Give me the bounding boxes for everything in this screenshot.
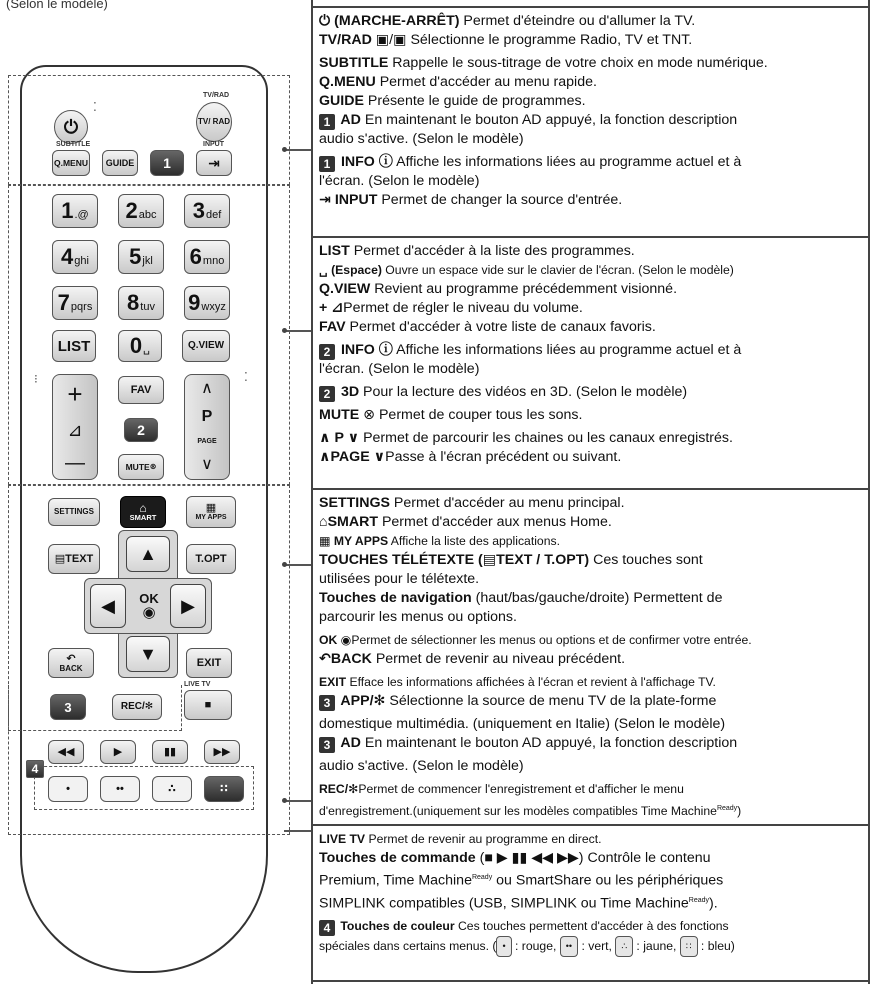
livetv-label: LIVE TV (184, 681, 211, 688)
number-key-4[interactable] (52, 240, 98, 274)
number-key-letters: wxyz (201, 301, 226, 313)
description-line (319, 589, 862, 608)
leader-dot-2 (282, 328, 287, 333)
description-line (319, 631, 862, 650)
power-button[interactable] (54, 110, 88, 144)
key-name: INFO ⓘ (337, 342, 393, 358)
key-name: AD (337, 112, 361, 128)
description-text: spéciales dans certains menus. ( (319, 939, 497, 954)
number-key-digit: 3 (192, 198, 205, 223)
description-line (319, 153, 862, 172)
description-text: Premium, (319, 872, 384, 889)
up-arrow-button[interactable]: ▲ (126, 536, 170, 572)
caption: (Selon le modèle) (6, 0, 108, 11)
info-3d-button-2[interactable]: 2 (124, 418, 158, 442)
subtitle-label: SUBTITLE (56, 141, 91, 148)
number-key-letters: pqrs (70, 301, 93, 313)
key-name: LIST (319, 243, 350, 259)
program-label: P (201, 408, 213, 426)
description-text: ⊗ Permet de couper tous les sons. (359, 407, 583, 423)
dots-indicator-left: ⁝ (34, 372, 39, 386)
home-icon: ⌂ (139, 501, 147, 516)
description-line (319, 494, 862, 513)
key-name: ▦ MY APPS (319, 534, 389, 548)
description-text: Efface les informations affichées à l'écran et revient à l'affichage TV. (346, 675, 716, 689)
description-line (319, 715, 862, 734)
number-key-8[interactable] (118, 286, 164, 320)
description-text: Affiche les informations liées au programme actuel et à (392, 154, 742, 170)
description-text: Passe à l'écran précédent ou suivant. (385, 449, 622, 465)
description-line (319, 780, 862, 799)
description-line (319, 111, 862, 130)
description-line (319, 570, 862, 589)
description-text: l'écran. (Selon le modèle) (319, 173, 480, 189)
leader-line-1 (284, 149, 312, 151)
description-text: Affiche les informations liées au programme actuel et à (392, 342, 742, 358)
list-button[interactable]: LIST (52, 330, 96, 362)
number-key-digit: 1 (61, 198, 74, 223)
description-text: : rouge, (511, 939, 560, 954)
key-name: MUTE (319, 407, 360, 423)
fav-button[interactable]: FAV (118, 376, 164, 404)
key-name: ⌂SMART (319, 514, 379, 530)
remote-region-top (8, 75, 290, 185)
key-name: SUBTITLE (319, 55, 389, 71)
description-line (319, 280, 862, 299)
number-badge: 2 (319, 344, 335, 360)
description-text: Permet d'accéder à votre liste de canaux favoris. (345, 319, 656, 335)
number-badge: 4 (319, 920, 335, 936)
key-name: ∧PAGE ∨ (319, 449, 386, 465)
key-name: ▤TEXT / T.OPT) (482, 552, 590, 568)
dots-indicator: ⁚ (93, 100, 98, 114)
rewind-icon: ◀◀ (57, 745, 75, 758)
number-key-5[interactable] (118, 240, 164, 274)
number-badge: 1 (319, 156, 335, 172)
description-text: : vert, (578, 939, 616, 954)
description-text: SIMPLINK compatibles (USB, SIMPLINK ou Time Machine (319, 895, 689, 912)
left-arrow-button[interactable]: ◀ (90, 584, 126, 628)
number-key-letters: ghi (74, 255, 89, 267)
play-button[interactable] (100, 740, 136, 764)
description-line (319, 172, 862, 191)
description-line (319, 734, 862, 753)
description-text: d'enregistrement.(uniquement sur les modèles compatibles Time Machine (319, 804, 717, 819)
blue-key-icon: ∷ (220, 782, 228, 795)
program-rocker[interactable] (184, 374, 230, 480)
text-icon: ▤ (54, 552, 66, 565)
description-text: Permet d'éteindre ou d'allumer la TV. (459, 13, 696, 29)
qmenu-button[interactable]: Q.MENU (52, 150, 90, 176)
description-line (319, 318, 862, 337)
number-key-1[interactable] (52, 194, 98, 228)
description-text: ▣/▣ Sélectionne le programme Radio, TV et TNT. (371, 32, 693, 48)
description-text: Permet de parcourir les chaines ou les canaux enregistrés. (359, 430, 733, 446)
mute-icon: ⊗ (149, 462, 157, 471)
app-ad-button-3[interactable]: 3 (50, 694, 86, 720)
description-text: Permet de sélectionner les menus ou options et de confirmer votre entrée. (351, 633, 752, 647)
description-text: Permet de régler le niveau du volume. (343, 300, 583, 316)
description-text: Revient au programme précédemment visionné. (370, 281, 678, 297)
guide-button[interactable]: GUIDE (102, 150, 138, 176)
description-text: En maintenant le bouton AD appuyé, la fonction description (360, 735, 738, 751)
description-line (319, 429, 862, 448)
pause-button[interactable] (152, 740, 188, 764)
stop-icon: ■ (204, 698, 212, 711)
key-name: Q.MENU (319, 74, 376, 90)
key-name: EXIT (319, 675, 347, 689)
description-text: (haut/bas/gauche/droite) Permettent de (471, 590, 723, 606)
number-key-digit: 6 (189, 244, 202, 269)
number-key-letters: .@ (74, 209, 89, 221)
description-line (319, 936, 862, 957)
topt-button[interactable]: T.OPT (186, 544, 236, 574)
back-button[interactable]: ↶ BACK (48, 648, 94, 678)
key-name: 3D (337, 384, 360, 400)
description-text: Permet de changer la source d'entrée. (377, 192, 623, 208)
description-line (319, 299, 862, 318)
description-line (319, 406, 862, 425)
description-line (319, 917, 862, 936)
description-text: Permet de revenir au programme en direct. (365, 832, 602, 846)
color-key-icon: •• (560, 936, 578, 957)
description-line (319, 383, 862, 402)
leader-dot-3 (282, 562, 287, 567)
number-key-2[interactable] (118, 194, 164, 228)
rec-button[interactable]: REC/✻ (112, 694, 162, 720)
description-line (319, 242, 862, 261)
description-text: l'écran. (Selon le modèle) (319, 361, 480, 377)
description-text: Permet de revenir au niveau précédent. (371, 651, 626, 667)
ok-icon: ◉ (142, 604, 156, 621)
description-text: Permet d'accéder à la liste des programmes. (349, 243, 635, 259)
key-name: REC/✻ (319, 782, 359, 796)
description-line (319, 891, 862, 914)
mute-button[interactable]: MUTE ⊗ (118, 454, 164, 480)
back-icon: ↶ (66, 652, 76, 665)
program-up-icon[interactable]: ∧ (201, 380, 213, 397)
description-section-power-input (313, 6, 868, 236)
description-line (319, 12, 862, 31)
myapps-button[interactable]: ▦ MY APPS (186, 496, 236, 528)
ready-superscript: Ready (688, 896, 710, 904)
description-text: audio s'active. (Selon le modèle) (319, 131, 524, 147)
number-key-6[interactable] (184, 240, 230, 274)
description-line (319, 54, 862, 73)
down-arrow-button[interactable]: ▼ (126, 636, 170, 672)
number-key-digit: 4 (61, 244, 74, 269)
key-name: APP/✻ (337, 693, 386, 709)
yellow-key-icon: ∴ (168, 782, 176, 795)
play-icon: ▶ (113, 745, 123, 758)
rewind-button[interactable] (48, 740, 84, 764)
description-line (319, 360, 862, 379)
description-text: parcourir les menus ou options. (319, 609, 517, 625)
description-panel (311, 0, 870, 984)
qview-button[interactable]: Q.VIEW (182, 330, 230, 362)
description-line (319, 73, 862, 92)
description-text: : jaune, (633, 939, 680, 954)
description-text: Permet de commencer l'enregistrement et d'afficher le menu (358, 782, 684, 796)
description-section-settings-rec (313, 488, 868, 824)
description-text: Ces touches sont (589, 552, 703, 568)
description-line (319, 92, 862, 111)
ready-superscript: Ready (471, 874, 493, 881)
description-line (319, 799, 862, 821)
description-text: Sélectionne la source de menu TV de la plate-forme (385, 693, 717, 709)
fast-forward-icon: ▶▶ (213, 745, 231, 758)
number-key-digit: 8 (127, 290, 140, 315)
ready-superscript: Ready (716, 805, 738, 812)
number-key-digit: 9 (188, 290, 201, 315)
description-text: Permet d'accéder aux menus Home. (378, 514, 612, 530)
key-name: Touches de couleur (337, 919, 455, 934)
description-section-list-page (313, 236, 868, 488)
description-line (319, 532, 862, 551)
number-key-letters: jkl (142, 255, 153, 267)
yellow-key[interactable] (152, 776, 192, 802)
number-key-digit: 2 (125, 198, 138, 223)
livetv-stop-button[interactable] (184, 690, 232, 720)
description-text: Permet d'accéder au menu principal. (389, 495, 625, 511)
description-text: En maintenant le bouton AD appuyé, la fonction description (360, 112, 738, 128)
description-text: (■ ▶ ▮▮ ◀◀ ▶▶) Contrôle le contenu (475, 850, 711, 866)
exit-button[interactable]: EXIT (186, 648, 232, 678)
key-name: ⇥ INPUT (319, 192, 378, 208)
power-icon: ⏻ (63, 117, 79, 137)
key-name: Q.VIEW (319, 281, 371, 297)
red-key[interactable] (48, 776, 88, 802)
color-key-icon: • (496, 936, 511, 957)
page-label: PAGE (197, 437, 217, 445)
description-text: audio s'active. (Selon le modèle) (319, 758, 524, 774)
description-line (319, 650, 862, 669)
key-name: TV/RAD (319, 32, 372, 48)
key-name: AD (337, 735, 361, 751)
number-badge: 3 (319, 737, 335, 753)
key-name: INFO ⓘ (337, 154, 393, 170)
description-line (319, 757, 862, 776)
space-icon: ␣ (143, 343, 151, 355)
leader-dot-1 (282, 147, 287, 152)
input-icon: ⇥ (208, 155, 220, 171)
description-text: Permet d'accéder au menu rapide. (375, 74, 597, 90)
red-key-icon: • (66, 782, 70, 795)
description-text: ). (709, 895, 718, 912)
tvrad-label: TV/RAD (203, 92, 230, 99)
key-name: ∧ P ∨ (319, 430, 360, 446)
zero-space-button[interactable]: 0 ␣ (118, 330, 162, 362)
input-label: INPUT (203, 141, 224, 148)
description-line (319, 673, 862, 692)
pause-icon: ▮▮ (163, 745, 177, 758)
description-line (319, 692, 862, 711)
description-line (319, 868, 862, 891)
tvrad-button[interactable]: TV/ RAD (196, 102, 232, 142)
description-text: Time Machine (383, 872, 472, 889)
description-line (319, 130, 862, 149)
description-text: Présente le guide de programmes. (363, 93, 586, 109)
description-line (319, 608, 862, 627)
leader-line-5 (284, 830, 312, 832)
key-name: LIVE TV (319, 832, 366, 846)
description-text: Pour la lecture des vidéos en 3D. (Selon le modèle) (359, 384, 688, 400)
key-name: TOUCHES TÉLÉTEXTE ( (319, 552, 483, 568)
description-line (319, 31, 862, 50)
number-key-letters: mno (202, 255, 225, 267)
description-text: ou SmartShare ou les périphériques (492, 872, 724, 889)
input-button[interactable] (196, 150, 232, 176)
text-button[interactable]: ▤ TEXT (48, 544, 100, 574)
volume-down-icon[interactable]: — (65, 452, 85, 474)
key-name: SETTINGS (319, 495, 390, 511)
description-text: utilisées pour le télétexte. (319, 571, 480, 587)
ok-button[interactable]: OK ◉ (139, 591, 159, 621)
description-line (319, 830, 862, 849)
description-text: domestique multimédia. (uniquement en Italie) (Selon le modèle) (319, 716, 726, 732)
description-line (319, 513, 862, 532)
description-line (319, 551, 862, 570)
key-name: + ⊿ (319, 300, 344, 316)
number-key-7[interactable] (52, 286, 98, 320)
ad-info-button-1[interactable]: 1 (150, 150, 184, 176)
dots-indicator-right: ⁚ (244, 370, 249, 384)
number-badge: 1 (319, 114, 335, 130)
settings-button[interactable]: SETTINGS (48, 498, 100, 526)
key-name: Touches de commande (319, 850, 476, 866)
key-name: GUIDE (319, 93, 364, 109)
number-badge: 3 (319, 695, 335, 711)
description-line (319, 341, 862, 360)
color-key-icon: ∷ (680, 936, 698, 957)
key-name: FAV (319, 319, 346, 335)
blue-key[interactable] (204, 776, 244, 802)
color-keys-badge-4: 4 (26, 760, 44, 778)
fast-forward-button[interactable] (204, 740, 240, 764)
description-text: Ces touches permettent d'accéder à des fonctions (454, 919, 729, 934)
leader-dot-4 (282, 798, 287, 803)
green-key[interactable] (100, 776, 140, 802)
leader-line-4 (284, 800, 312, 802)
leader-line-2 (284, 330, 312, 332)
key-name: OK ◉ (319, 633, 352, 647)
number-badge: 2 (319, 386, 335, 402)
number-key-digit: 7 (57, 290, 70, 315)
grid-icon: ▦ (205, 502, 217, 514)
number-key-letters: abc (138, 209, 157, 221)
number-key-letters: def (205, 209, 222, 221)
description-text: : bleu) (697, 939, 735, 954)
description-line (319, 849, 862, 868)
green-key-icon: •• (116, 782, 124, 795)
key-name: Touches de navigation (319, 590, 472, 606)
key-name: ␣ (Espace) (319, 263, 382, 277)
description-line (319, 448, 862, 467)
number-key-9[interactable] (184, 286, 230, 320)
key-name: ⏻ (MARCHE-ARRÊT) (319, 13, 460, 29)
description-text: Affiche la liste des applications. (388, 534, 560, 548)
description-line (319, 261, 862, 280)
program-down-icon[interactable]: ∨ (201, 455, 213, 473)
leader-line-3 (284, 564, 312, 566)
number-key-digit: 5 (129, 244, 142, 269)
description-text: Rappelle le sous-titrage de votre choix en mode numérique. (388, 55, 768, 71)
description-text: ) (737, 804, 742, 819)
right-arrow-button[interactable]: ▶ (170, 584, 206, 628)
number-key-3[interactable] (184, 194, 230, 228)
smart-button[interactable]: ⌂ SMART (120, 496, 166, 528)
key-name: ↶BACK (319, 651, 372, 667)
description-line (319, 191, 862, 210)
number-key-letters: tuv (140, 301, 155, 313)
volume-icon: ⊿ (67, 420, 83, 440)
volume-up-icon[interactable]: + (67, 379, 83, 409)
description-text: Ouvre un espace vide sur le clavier de l'écran. (Selon le modèle) (381, 263, 734, 277)
color-key-icon: ∴ (615, 936, 633, 957)
volume-rocker[interactable] (52, 374, 98, 480)
description-section-livetv-colors (313, 824, 868, 982)
